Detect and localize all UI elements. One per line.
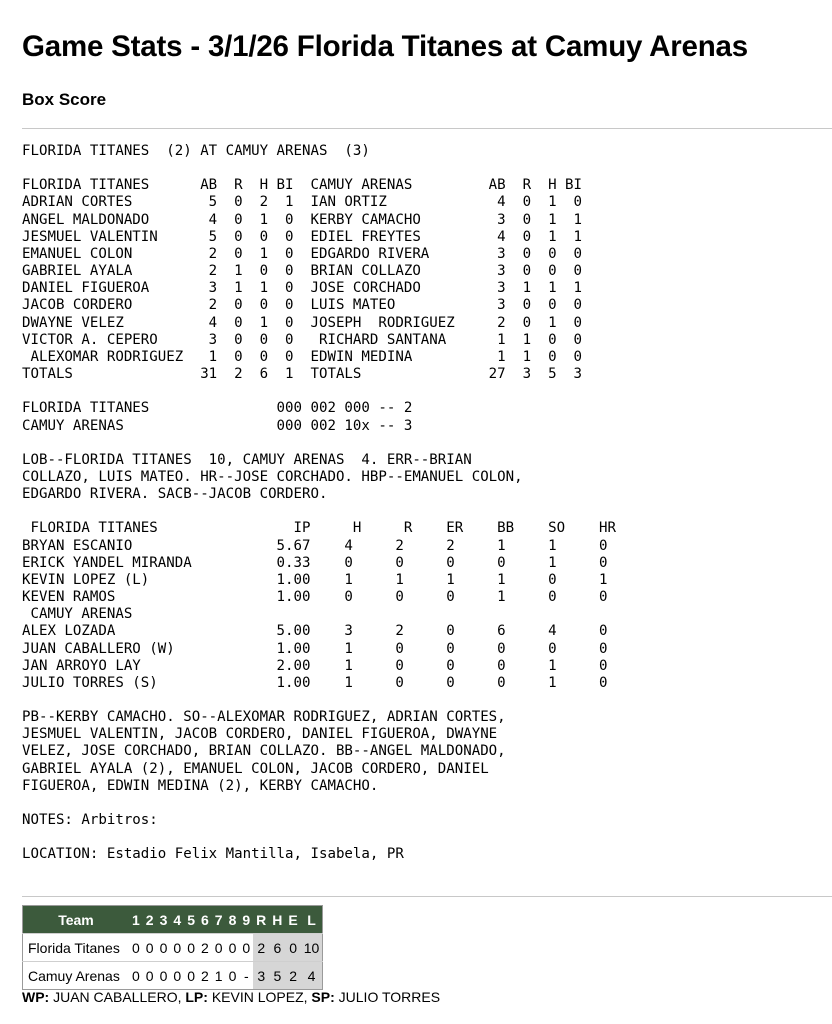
- team-name: Florida Titanes: [23, 934, 130, 962]
- header-inning-5: 5: [184, 906, 198, 934]
- inning-score: 0: [129, 962, 143, 990]
- total-errors: 2: [285, 962, 300, 990]
- inning-score: 2: [198, 962, 212, 990]
- header-team: Team: [23, 906, 130, 934]
- total-hits: 6: [269, 934, 285, 962]
- winning-pitcher: JUAN CABALLERO,: [53, 989, 182, 1005]
- box-score-text: FLORIDA TITANES (2) AT CAMUY ARENAS (3) FLORIDA TITANES AB R H BI CAMUY ARENAS AB R H BI ADRIAN CORTES 5 0 2 1 IAN ORTIZ 4 0 1 0 ANGEL MALDONADO 4 0 1 0 KERBY CAMACHO 3 0 1 1 JESMUEL VALENTIN 5 0 0 0 EDIEL FREYTES 4 0 1 1 EMANUEL COLON 2 0 1 0 EDGARDO RIVERA 3 0 0 0 GABRIEL AYALA 2 1 0 0 BRIAN COLLAZO 3 0 0 0 DANIEL FIGUEROA 3 1 1 0 JOSE CORCHADO 3 1 1 1 JACOB CORDERO 2 0 0 0 LUIS MATEO 3 0 0 0 DWAYNE VELEZ 4 0 1 0 JOSEPH RODRIGUEZ 2 0 1 0 VICTOR A. CEPERO 3 0 0 0 RICHARD SANTANA 1 1 0 0 ALEXOMAR RODRIGUEZ 1 0 0 0 EDWIN MEDINA 1 1 0 0 TOTALS 31 2 6 1 TOTALS 27 3 5 3 FLORIDA TITANES 000 002 000 -- 2 CAMUY ARENAS 000 002 10x -- 3 LOB--FLORIDA TITANES 10, CAMUY ARENAS 4. ERR--BRIAN COLLAZO, LUIS MATEO. HR--JOSE CORCHADO. HBP--EMANUEL COLON, EDGARDO RIVERA. SACB--JACOB CORDERO. FLORIDA TITANES IP H R ER BB SO HR BRYAN ESCANIO 5.67 4 2 2 1 1 0 ERICK YANDEL MIRANDA 0.33 0 0 0 0 1 0 KEVIN LOPEZ (L) 1.00 1 1 1 1 0 1 KEVEN RAMOS 1.00 0 0 0 1 0 0 CAMUY ARENAS ALEX LOZADA 5.00 3 2 0 6 4 0 JUAN CABALLERO (W) 1.00 1 0 0 0 0 0 JAN ARROYO LAY 2.00 1 0 0 0 1 0 JULIO TORRES (S) 1.00 1 0 0 0 1 0 PB--KERBY CAMACHO. SO--ALEXOMAR RODRIGUEZ, ADRIAN CORTES, JESMUEL VALENTIN, JACOB CORDERO, DANIEL FIGUEROA, DWAYNE VELEZ, JOSE CORCHADO, BRIAN COLLAZO. BB--ANGEL MALDONADO, GABRIEL AYALA (2), EMANUEL COLON, JACOB CORDERO, DANIEL FIGUEROA, EDWIN MEDINA (2), KERBY CAMACHO. NOTES: Arbitros: LOCATION: Estadio Felix Mantilla, Isabela, PR: [22, 143, 616, 863]
- total-runs: 3: [253, 962, 269, 990]
- header-inning-7: 7: [212, 906, 226, 934]
- inning-score: 0: [226, 934, 240, 962]
- header-inning-3: 3: [157, 906, 171, 934]
- header-inning-1: 1: [129, 906, 143, 934]
- inning-score: 0: [226, 962, 240, 990]
- line-score-table: [22, 905, 323, 990]
- header-runs: R: [253, 906, 269, 934]
- inning-score: 0: [212, 934, 226, 962]
- total-errors: 0: [285, 934, 300, 962]
- header-lob: L: [301, 906, 323, 934]
- wp-label: WP:: [22, 989, 50, 1005]
- header-inning-6: 6: [198, 906, 212, 934]
- line-score-row-home: [23, 962, 323, 990]
- inning-score: 1: [212, 962, 226, 990]
- inning-score: 0: [184, 962, 198, 990]
- inning-score: 0: [239, 934, 253, 962]
- inning-score: 2: [198, 934, 212, 962]
- lp-label: LP:: [185, 989, 208, 1005]
- total-lob: 10: [301, 934, 323, 962]
- header-inning-2: 2: [143, 906, 157, 934]
- header-errors: E: [285, 906, 300, 934]
- inning-score: 0: [143, 962, 157, 990]
- team-name: Camuy Arenas: [23, 962, 130, 990]
- header-inning-8: 8: [226, 906, 240, 934]
- sp-label: SP:: [311, 989, 335, 1005]
- header-inning-9: 9: [239, 906, 253, 934]
- total-hits: 5: [269, 962, 285, 990]
- header-hits: H: [269, 906, 285, 934]
- line-score-row-away: [23, 934, 323, 962]
- inning-score: 0: [157, 934, 171, 962]
- header-inning-4: 4: [170, 906, 184, 934]
- inning-score: 0: [184, 934, 198, 962]
- total-lob: 4: [301, 962, 323, 990]
- inning-score: 0: [170, 934, 184, 962]
- total-runs: 2: [253, 934, 269, 962]
- divider: [22, 128, 832, 129]
- divider: [22, 896, 832, 897]
- inning-score: -: [239, 962, 253, 990]
- inning-score: 0: [143, 934, 157, 962]
- inning-score: 0: [170, 962, 184, 990]
- saving-pitcher: JULIO TORRES: [338, 989, 441, 1005]
- inning-score: 0: [157, 962, 171, 990]
- losing-pitcher: KEVIN LOPEZ,: [211, 989, 308, 1005]
- pitchers-of-record: [22, 989, 440, 1005]
- page-title: Game Stats - 3/1/26 Florida Titanes at Camuy Arenas: [22, 30, 748, 63]
- line-score-header-row: [23, 906, 323, 934]
- box-score-heading: Box Score: [22, 90, 107, 109]
- inning-score: 0: [129, 934, 143, 962]
